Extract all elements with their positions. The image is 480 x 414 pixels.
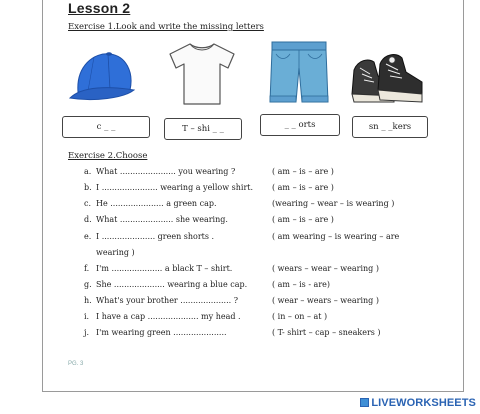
question-text[interactable]: He ..................... a green cap. (96, 199, 217, 208)
shorts-image (268, 40, 330, 106)
question-text[interactable]: I ...................... wearing a yellow shirt. (96, 183, 254, 192)
question-text[interactable]: What's your brother .................... ? (96, 296, 238, 305)
question-options: ( am – is – are ) (272, 183, 334, 192)
cap-image (64, 46, 144, 106)
question-text[interactable]: I have a cap .................... my head . (96, 312, 241, 321)
question-text[interactable]: What ...................... you wearing ? (96, 167, 236, 176)
question-options: ( am – is – are ) (272, 167, 334, 176)
question-text[interactable]: I'm .................... a black T – shirt. (96, 264, 233, 273)
question-options: ( wears – wear – wearing ) (272, 264, 379, 273)
missing-letters-box-shorts[interactable] (260, 114, 340, 136)
question-text[interactable]: I'm wearing green ..................... (96, 328, 227, 337)
question-number: f. (84, 264, 90, 273)
question-text: wearing ) (96, 248, 135, 257)
exercise2-heading: Exercise 2.Choose (68, 151, 148, 161)
question-options: ( T- shirt – cap – sneakers ) (272, 328, 381, 337)
exercise1-heading: Exercise 1.Look and write the missing letters (68, 22, 264, 32)
sneakers-image (348, 50, 428, 110)
question-number: g. (84, 280, 92, 289)
question-options: ( wear – wears – wearing ) (272, 296, 379, 305)
right-margin-line (463, 0, 464, 392)
liveworksheets-logo[interactable] (360, 397, 476, 409)
box-text: sn _ _kers (368, 122, 412, 132)
page-number: PG. 3 (68, 361, 84, 367)
question-number: c. (84, 199, 92, 208)
box-text: T – shi _ _ (182, 124, 224, 134)
question-number: a. (84, 167, 92, 176)
question-options: ( am – is - are) (272, 280, 331, 289)
question-number: d. (84, 215, 92, 224)
bottom-margin-line (42, 391, 464, 392)
question-options: (wearing – wear – is wearing ) (272, 199, 395, 208)
question-number: i. (84, 312, 90, 321)
question-options: ( in – on – at ) (272, 312, 328, 321)
brand-text: LIVEWORKSHEETS (371, 397, 476, 409)
missing-letters-box-cap[interactable] (62, 116, 150, 138)
question-text[interactable]: She .................... wearing a blue cap. (96, 280, 248, 289)
question-number: h. (84, 296, 92, 305)
question-number: j. (84, 328, 90, 337)
question-options: ( am wearing – is wearing – are (272, 232, 400, 241)
box-text: c _ _ (96, 122, 116, 132)
tshirt-image (166, 40, 238, 108)
left-margin-line (42, 0, 43, 392)
lesson-title: Lesson 2 (68, 0, 131, 16)
question-text[interactable]: I ..................... green shorts . (96, 232, 215, 241)
missing-letters-box-sneakers[interactable] (352, 116, 428, 138)
missing-letters-box-tshirt[interactable] (164, 118, 242, 140)
box-text: _ _ orts (284, 120, 316, 130)
question-options: ( am – is – are ) (272, 215, 334, 224)
liveworksheets-logo-icon (360, 398, 369, 407)
question-number: e. (84, 232, 92, 241)
question-number: b. (84, 183, 92, 192)
question-text[interactable]: What ..................... she wearing. (96, 215, 228, 224)
